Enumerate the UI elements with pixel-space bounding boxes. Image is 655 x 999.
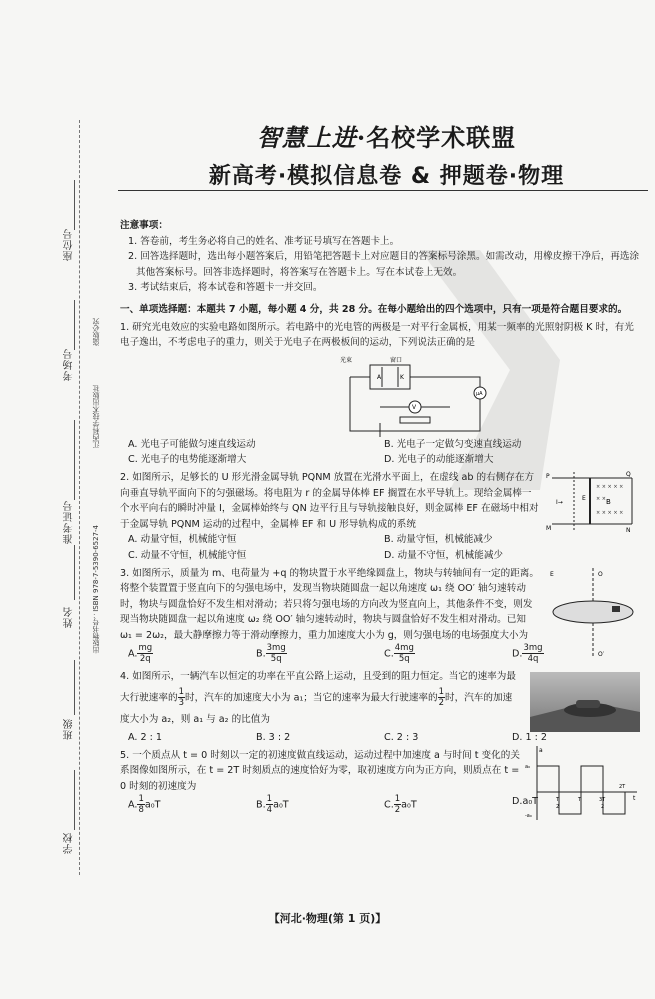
option-tail: a₀T [144, 799, 161, 811]
fig-label-3T-den: 2 [601, 803, 605, 810]
fig-label-K: K [400, 373, 404, 381]
fig-label-Q: Q [626, 470, 631, 478]
q2-options [128, 532, 640, 563]
option-b[interactable]: B. 动量守恒，机械能减少 [384, 534, 493, 546]
option-label: B. [256, 799, 266, 811]
question-2 [120, 470, 640, 564]
option-label: D. [512, 648, 523, 660]
option-d[interactable]: D. 动量不守恒，机械能减少 [384, 549, 504, 561]
school-field[interactable] [74, 770, 76, 830]
q4-car-photo [530, 672, 640, 732]
fraction [137, 643, 153, 664]
fig-label-neg-a0: -a₀ [525, 812, 532, 819]
option-d[interactable]: D. 1 : 2 [512, 731, 548, 743]
page-footer: 【河北·物理(第 1 页)】 [268, 912, 387, 925]
notice-block [120, 218, 640, 296]
q1-options [128, 437, 640, 468]
exam-id-field[interactable] [74, 420, 76, 500]
numerator: 1 [178, 687, 184, 698]
fig-label-N: N [626, 526, 631, 532]
fig-label-a: a [539, 746, 543, 754]
option-label: C. [384, 648, 394, 660]
seat-no-label: 座位号 [64, 228, 75, 261]
denominator: 2 [438, 698, 445, 709]
option-c[interactable] [384, 794, 512, 815]
brand-line [118, 118, 655, 153]
numerator: 1 [394, 794, 401, 805]
option-tail: a₀T [522, 796, 539, 808]
fig-label-2T: 2T [619, 783, 626, 790]
question-stem: 3. 如图所示，质量为 m、电荷量为 +q 的物块置于水平绝缘圆盘上，物块与转轴间有一定的距离。将整个装置置于竖直向下的匀强电场中，发现当物块随圆盘一起以角速度 ω₁ 绕 OO′ 轴匀速转动时，物块与圆盘恰好不发生相对滑动；若只将匀强电场的方向改为竖直向上，其他条件不变，则发现当物块随圆盘一起以角速度 ω₂ 绕 OO′ 轴匀速转动时，物块与圆盘恰好不发生相对滑动。已知 ω₁ = 2ω₂，最大静摩擦力等于滑动摩擦力，重力加速度大小为 g，则匀强电场的电场强度大小为 [120, 567, 539, 641]
fig-label-I: I→ [556, 498, 563, 506]
option-tail: a₀T [273, 799, 289, 811]
exam-room-field[interactable] [74, 300, 76, 350]
page-title: 新高考·模拟信息卷 & 押题卷·物理 [208, 164, 565, 189]
denominator: 5q [398, 654, 410, 665]
cut-line [79, 120, 81, 875]
fig-label-EF: E [582, 494, 586, 502]
numerator: 1 [438, 687, 445, 698]
question-1 [120, 320, 640, 468]
question-3 [120, 566, 640, 665]
fig-label-3T: 3T [599, 796, 606, 803]
numerator: 3mg [266, 643, 286, 654]
q2-rail-figure [546, 470, 638, 532]
notice-title: 注意事项： [120, 220, 168, 231]
school-label: 学校 [64, 832, 75, 854]
denominator: 8 [138, 805, 144, 816]
fig-label-M: M [546, 524, 552, 532]
fig-label-window: 窗口 [390, 356, 403, 364]
notice-item: 1. 答卷前，考生务必将自己的姓名、准考证号填写在答题卡上。 [128, 235, 400, 247]
option-a[interactable]: A. 光电子可能做匀速直线运动 [128, 438, 256, 450]
fig-label-O-prime: O′ [598, 650, 605, 658]
question-5 [120, 746, 640, 819]
svg-text:× × × × ×: × × × × × [596, 509, 624, 516]
denominator: 5q [270, 654, 282, 665]
publisher-note: 江西科学技术出版社 [92, 385, 100, 448]
denominator: 2q [139, 654, 151, 665]
brand-union: ·名校学术联盟 [356, 123, 517, 152]
fig-label-B: B [606, 497, 611, 506]
numerator: 1 [266, 794, 273, 805]
option-b[interactable]: B. 3 : 2 [256, 731, 291, 743]
option-label: C. [384, 799, 394, 811]
option-a[interactable]: A. 动量守恒，机械能守恒 [128, 534, 237, 546]
fraction [266, 643, 287, 664]
fraction [266, 794, 273, 815]
exam-room-label: 考场号 [64, 348, 75, 381]
option-label: A. [128, 799, 138, 811]
question-4 [120, 666, 640, 745]
fig-label-light: 光束 [340, 356, 353, 364]
class-label: 班级 [64, 718, 75, 740]
section-heading: 一、单项选择题：本题共 7 小题，每小题 4 分，共 28 分。在每小题给出的四个选项中，只有一项是符合题目要求的。 [120, 303, 628, 315]
fig-label-T-half: T [556, 796, 560, 803]
fraction [394, 643, 415, 664]
brand-logo: 智慧上进 [256, 123, 357, 152]
name-field[interactable] [74, 545, 76, 600]
option-d[interactable]: D. 光电子的动能逐渐增大 [384, 454, 494, 466]
denominator: 4 [266, 805, 273, 816]
question-stem [120, 666, 520, 730]
exam-id-label: 准考证号 [64, 500, 75, 544]
option-a[interactable]: A. 2 : 1 [128, 731, 163, 743]
name-label: 姓名 [64, 606, 75, 628]
numerator: 3mg [523, 643, 543, 654]
option-label: B. [256, 648, 266, 660]
fig-label-A: A [377, 373, 382, 381]
option-tail: a₀T [401, 799, 417, 811]
class-field[interactable] [74, 660, 76, 715]
numerator: mg [138, 643, 153, 654]
denominator: 4q [527, 654, 539, 665]
option-c[interactable]: C. 光电子的电势能逐渐增大 [128, 454, 247, 466]
denominator: 3 [178, 698, 184, 709]
question-stem: 1. 研究光电效应的实验电路如图所示。若电路中的光电管的两极是一对平行金属板，用某一频率的光照射阴极 K 时，有光电子逸出，不考虑电子的重力，则关于光电子在两极板间的运动，下列说法正确的是 [120, 321, 634, 349]
option-a[interactable] [128, 643, 256, 664]
fig-label-T-half-den: 2 [556, 803, 560, 810]
fig-label-ammeter: μA [476, 390, 483, 397]
q5-graph-figure [525, 744, 640, 822]
q1-circuit-figure [320, 353, 510, 437]
fraction [522, 643, 543, 664]
stem-part: 时，汽车的加速度大小为 a₁；当它的速率为最大行驶速率的 [184, 692, 438, 704]
svg-text:× ×: × × [596, 495, 606, 502]
option-b[interactable]: B. 光电子一定做匀变速直线运动 [384, 438, 522, 450]
option-b[interactable] [256, 643, 384, 664]
numerator: 4mg [394, 643, 414, 654]
svg-text:× × × × ×: × × × × × [596, 483, 624, 490]
stem-part: 时，汽车的加速度大小为 a₂，则 a₁ 与 a₂ 的比值为 [120, 692, 513, 725]
fraction [178, 687, 185, 708]
page-header [118, 118, 655, 190]
fig-label-voltmeter: V [412, 403, 417, 411]
isbn-note: 出版物书号：ISBN 978-7-5390-6527-4 [92, 525, 100, 654]
seat-no-field[interactable] [74, 180, 76, 230]
fig-label-t: t [633, 794, 636, 802]
q3-disk-figure [548, 568, 638, 658]
denominator: 2 [394, 805, 401, 816]
stem-part: 4. 如图所示，一辆汽车以恒定的功率在平直公路上运动，且受到的阻力恒定。当它的速率为最大行驶速率的 [120, 671, 516, 704]
piracy-note: 盗版必究 [92, 318, 100, 346]
option-c[interactable]: C. 动量不守恒，机械能守恒 [128, 549, 247, 561]
option-b[interactable] [256, 794, 384, 815]
fraction [438, 687, 445, 708]
fig-label-a0: a₀ [525, 763, 531, 770]
binding-strip [0, 0, 118, 999]
notice-item: 3. 考试结束后，将本试卷和答题卡一并交回。 [128, 282, 323, 294]
option-label: A. [128, 648, 138, 660]
notice-item: 2. 回答选择题时，选出每小题答案后，用铅笔把答题卡上对应题目的答案标号涂黑。如需改动，用橡皮擦干净后，再选涂其他答案标号。回答非选择题时，将答案写在答题卡上。写在本试卷上无效。 [128, 251, 640, 278]
fig-label-E: E [550, 570, 554, 578]
option-c[interactable]: C. 2 : 3 [384, 731, 419, 743]
fraction [137, 794, 144, 815]
question-stem: 2. 如图所示，足够长的 U 形光滑金属导轨 PQNM 放置在光滑水平面上，在虚线 ab 的右侧存在方向垂直导轨平面向下的匀强磁场。将电阻为 r 的金属导体棒 EF 搁置在水平导轨上。现给金属棒一个水平向右的瞬时冲量 I，金属棒始终与 QN 边平行且与导轨接触良好，则金属棒 EF 在磁场中相对于金属导轨 PQNM 运动的过程中，金属棒 EF 和 U 形导轨构成的系统 [120, 471, 539, 530]
numerator: 1 [138, 794, 144, 805]
option-label: D. [512, 796, 523, 808]
fig-label-T: T [578, 796, 582, 803]
option-a[interactable] [128, 794, 256, 815]
fig-label-O: O [598, 570, 603, 578]
fig-label-P: P [546, 472, 550, 480]
option-c[interactable] [384, 643, 512, 664]
header-divider [118, 190, 648, 191]
question-stem: 5. 一个质点从 t = 0 时刻以一定的初速度做直线运动，运动过程中加速度 a 与时间 t 变化的关系图像如图所示，在 t = 2T 时刻质点的速度恰好为零，取初速度方向为正方向，则质点在 t = 0 时刻的初速度为 [120, 749, 520, 792]
exam-content [120, 218, 640, 819]
